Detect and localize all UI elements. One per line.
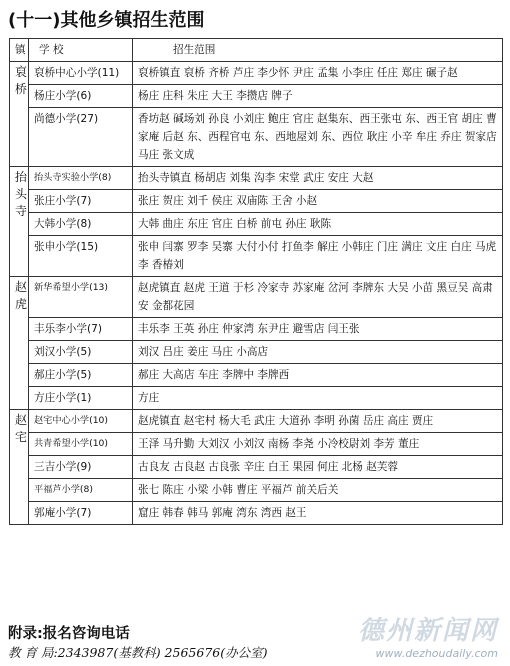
school-cell: 郭庵小学(7) (29, 502, 133, 525)
range-cell: 张庄 贺庄 刘千 侯庄 双庙陈 王舍 小赵 (133, 190, 503, 213)
school-cell: 丰乐李小学(7) (29, 318, 133, 341)
table-row (10, 433, 503, 456)
town-cell: 赵宅 (10, 410, 29, 525)
school-cell: 赵宅中心小学(10) (29, 410, 133, 433)
table-row (10, 502, 503, 525)
range-cell: 赵虎镇直 赵宅村 杨大毛 武庄 大道孙 李明 孙菌 岳庄 高庄 贾庄 (133, 410, 503, 433)
school-cell: 刘汉小学(5) (29, 341, 133, 364)
table-row (10, 85, 503, 108)
header-town: 镇 (10, 39, 29, 62)
school-cell: 平福芦小学(8) (29, 479, 133, 502)
school-cell: 大韩小学(8) (29, 213, 133, 236)
school-cell: 郝庄小学(5) (29, 364, 133, 387)
header-range: 招生范围 (133, 39, 503, 62)
school-cell: 杨庄小学(6) (29, 85, 133, 108)
range-cell: 大韩 曲庄 东庄 官庄 白桥 前屯 孙庄 耿陈 (133, 213, 503, 236)
table-row (10, 387, 503, 410)
school-cell: 新华希望小学(13) (29, 277, 133, 318)
school-cell: 张庄小学(7) (29, 190, 133, 213)
table-header-row (10, 39, 503, 62)
range-cell: 赵虎镇直 赵虎 王道 于杉 冷家寺 苏家庵 岔河 李牌东 大吴 小苗 黑豆吴 高肃安 金都花园 (133, 277, 503, 318)
range-cell: 张七 陈庄 小梁 小韩 曹庄 平福芦 前关后关 (133, 479, 503, 502)
school-cell: 方庄小学(1) (29, 387, 133, 410)
watermark-logo: 德州新闻网 (357, 616, 498, 646)
table-row (10, 318, 503, 341)
header-school: 学 校 (29, 39, 133, 62)
school-cell: 裒桥中心小学(11) (29, 62, 133, 85)
town-cell: 抬头寺 (10, 167, 29, 277)
town-cell: 裒桥 (10, 62, 29, 167)
table-row (10, 108, 503, 167)
range-cell: 方庄 (133, 387, 503, 410)
footer-heading: 附录:报名咨询电话 (8, 626, 130, 642)
school-cell: 共青希望小学(10) (29, 433, 133, 456)
range-cell: 抬头寺镇直 杨胡店 刘集 沟李 宋堂 武庄 安庄 大赵 (133, 167, 503, 190)
watermark-url: www.dezhoudaily.com (375, 647, 498, 660)
table-row (10, 190, 503, 213)
table-row (10, 456, 503, 479)
town-cell: 赵虎 (10, 277, 29, 410)
range-cell: 香坊赵 碱场刘 孙良 小刘庄 鲍庄 官庄 赵集东、西王张屯 东、西王官 胡庄 曹家庵 后赵 东、西程官屯 东、西地屋刘 东、西位 耿庄 小辛 牟庄 乔庄 贺家店 马庄 张文成 (133, 108, 503, 167)
school-cell: 三吉小学(9) (29, 456, 133, 479)
enrollment-table (9, 38, 503, 525)
table-row (10, 341, 503, 364)
range-cell: 古良友 古良赵 古良张 辛庄 白王 果园 何庄 北杨 赵芙蓉 (133, 456, 503, 479)
table-row (10, 364, 503, 387)
table-row (10, 62, 503, 85)
range-cell: 丰乐李 王英 孙庄 仲家湾 东尹庄 避雪店 闫王张 (133, 318, 503, 341)
footer-phone: 教 育 局:2343987(基教科) 2565676(办公室) (8, 645, 268, 660)
table-row (10, 479, 503, 502)
range-cell: 刘汉 吕庄 姜庄 马庄 小高店 (133, 341, 503, 364)
table-row (10, 213, 503, 236)
school-cell: 抬头寺实验小学(8) (29, 167, 133, 190)
school-cell: 尚德小学(27) (29, 108, 133, 167)
table-row (10, 277, 503, 318)
range-cell: 杨庄 庄科 朱庄 大王 李攒店 牌子 (133, 85, 503, 108)
page-title: (十一)其他乡镇招生范围 (8, 10, 205, 31)
table-row (10, 167, 503, 190)
range-cell: 郝庄 大高店 车庄 李牌中 李牌西 (133, 364, 503, 387)
range-cell: 裒桥镇直 裒桥 齐桥 芦庄 李少怀 尹庄 孟集 小李庄 任庄 郑庄 碾子赵 (133, 62, 503, 85)
range-cell: 王泽 马升勤 大刘汉 小刘汉 南杨 李尧 小冷校尉刘 李芳 董庄 (133, 433, 503, 456)
table-row (10, 410, 503, 433)
watermark (358, 610, 498, 660)
school-cell: 张申小学(15) (29, 236, 133, 277)
range-cell: 张申 闫寨 罗李 吴寨 大付小付 打鱼李 解庄 小韩庄 门庄 满庄 文庄 白庄 马虎李 香椿刘 (133, 236, 503, 277)
range-cell: 窟庄 韩春 韩马 郭庵 湾东 湾西 赵王 (133, 502, 503, 525)
table-row (10, 236, 503, 277)
